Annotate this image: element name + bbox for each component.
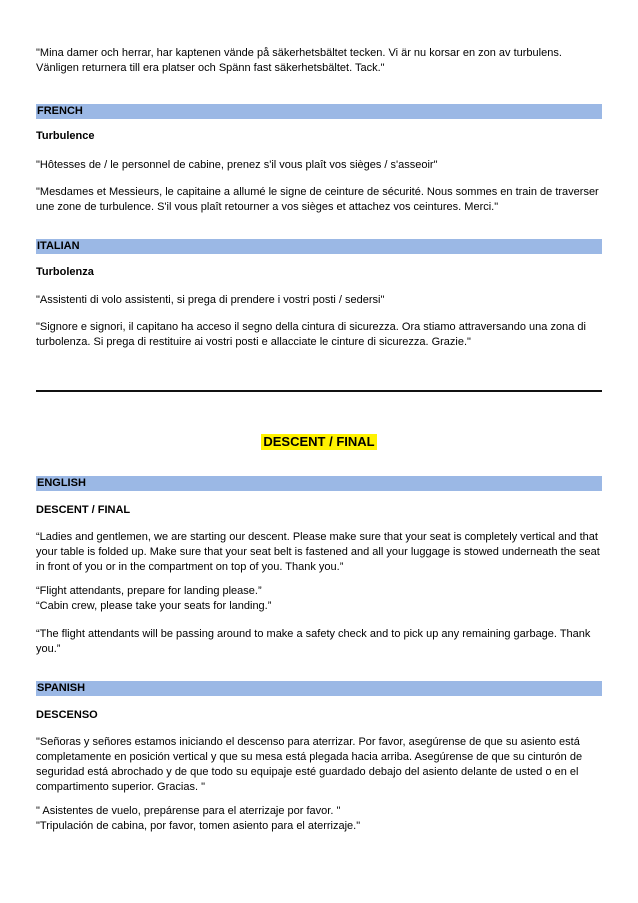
spanish-announcement: "Señoras y señores estamos iniciando el descenso para aterrizar. Por favor, asegúrense de que su asiento está completamente en posición vertical y que su mesa está plegada hacia arriba. Asegúrense de que su cinturón de seguridad está abrochado y de que todo su equipaje esté guardado debajo del asiento delante de usted o en el compartimento superior. Gracias. ": [36, 736, 583, 793]
english-crew-line-2: “Cabin crew, please take your seats for landing.”: [36, 600, 272, 612]
spanish-header: SPANISH: [36, 681, 602, 696]
italian-header: ITALIAN: [36, 239, 602, 254]
english-safety-check: “The flight attendants will be passing around to make a safety check and to pick up any remaining garbage. Thank you.”: [36, 628, 591, 655]
english-announcement: “Ladies and gentlemen, we are starting our descent. Please make sure that your seat is completely vertical and that your table is folded up. Make sure that your seat belt is fastened and all your luggage is stowed underneath the seat in front of you or in the compartment on top of you. Thank you.”: [36, 531, 600, 573]
italian-crew-line: "Assistenti di volo assistenti, si prega di prendere i vostri posti / sedersi": [36, 294, 385, 306]
french-subtitle: Turbulence: [36, 130, 95, 142]
english-crew-line-1: “Flight attendants, prepare for landing please.”: [36, 585, 262, 597]
italian-subtitle: Turbolenza: [36, 266, 94, 278]
section-divider: [36, 390, 602, 392]
english-subtitle: DESCENT / FINAL: [36, 504, 131, 516]
english-header: ENGLISH: [36, 476, 602, 491]
descent-section-title-wrap: [0, 433, 638, 451]
spanish-subtitle: DESCENSO: [36, 709, 98, 721]
italian-announcement: "Signore e signori, il capitano ha acceso il segno della cintura di sicurezza. Ora stiamo attraversando una zona di turbolenza. Si prega di restituire ai vostri posti e allacciate le cinture di sicurezza. Grazie.": [36, 321, 586, 348]
swedish-announcement: "Mina damer och herrar, har kaptenen vände på säkerhetsbältet tecken. Vi är nu korsar en zon av turbulens. Vänligen returnera till era platser och Spänn fast säkerhetsbältet. Tack.": [36, 47, 562, 74]
descent-section-title: DESCENT / FINAL: [263, 434, 375, 449]
spanish-crew-line-2: "Tripulación de cabina, por favor, tomen asiento para el aterrizaje.": [36, 820, 361, 832]
french-header: FRENCH: [36, 104, 602, 119]
french-announcement: "Mesdames et Messieurs, le capitaine a allumé le signe de ceinture de sécurité. Nous sommes en train de traverser une zone de turbulence. S'il vous plaît retourner a vos sièges et attachez vos ceintures. Merci.": [36, 186, 599, 213]
french-crew-line: "Hôtesses de / le personnel de cabine, prenez s'il vous plaît vos sièges / s'asseoir": [36, 159, 438, 171]
spanish-crew-line-1: " Asistentes de vuelo, prepárense para el aterrizaje por favor. ": [36, 805, 341, 817]
